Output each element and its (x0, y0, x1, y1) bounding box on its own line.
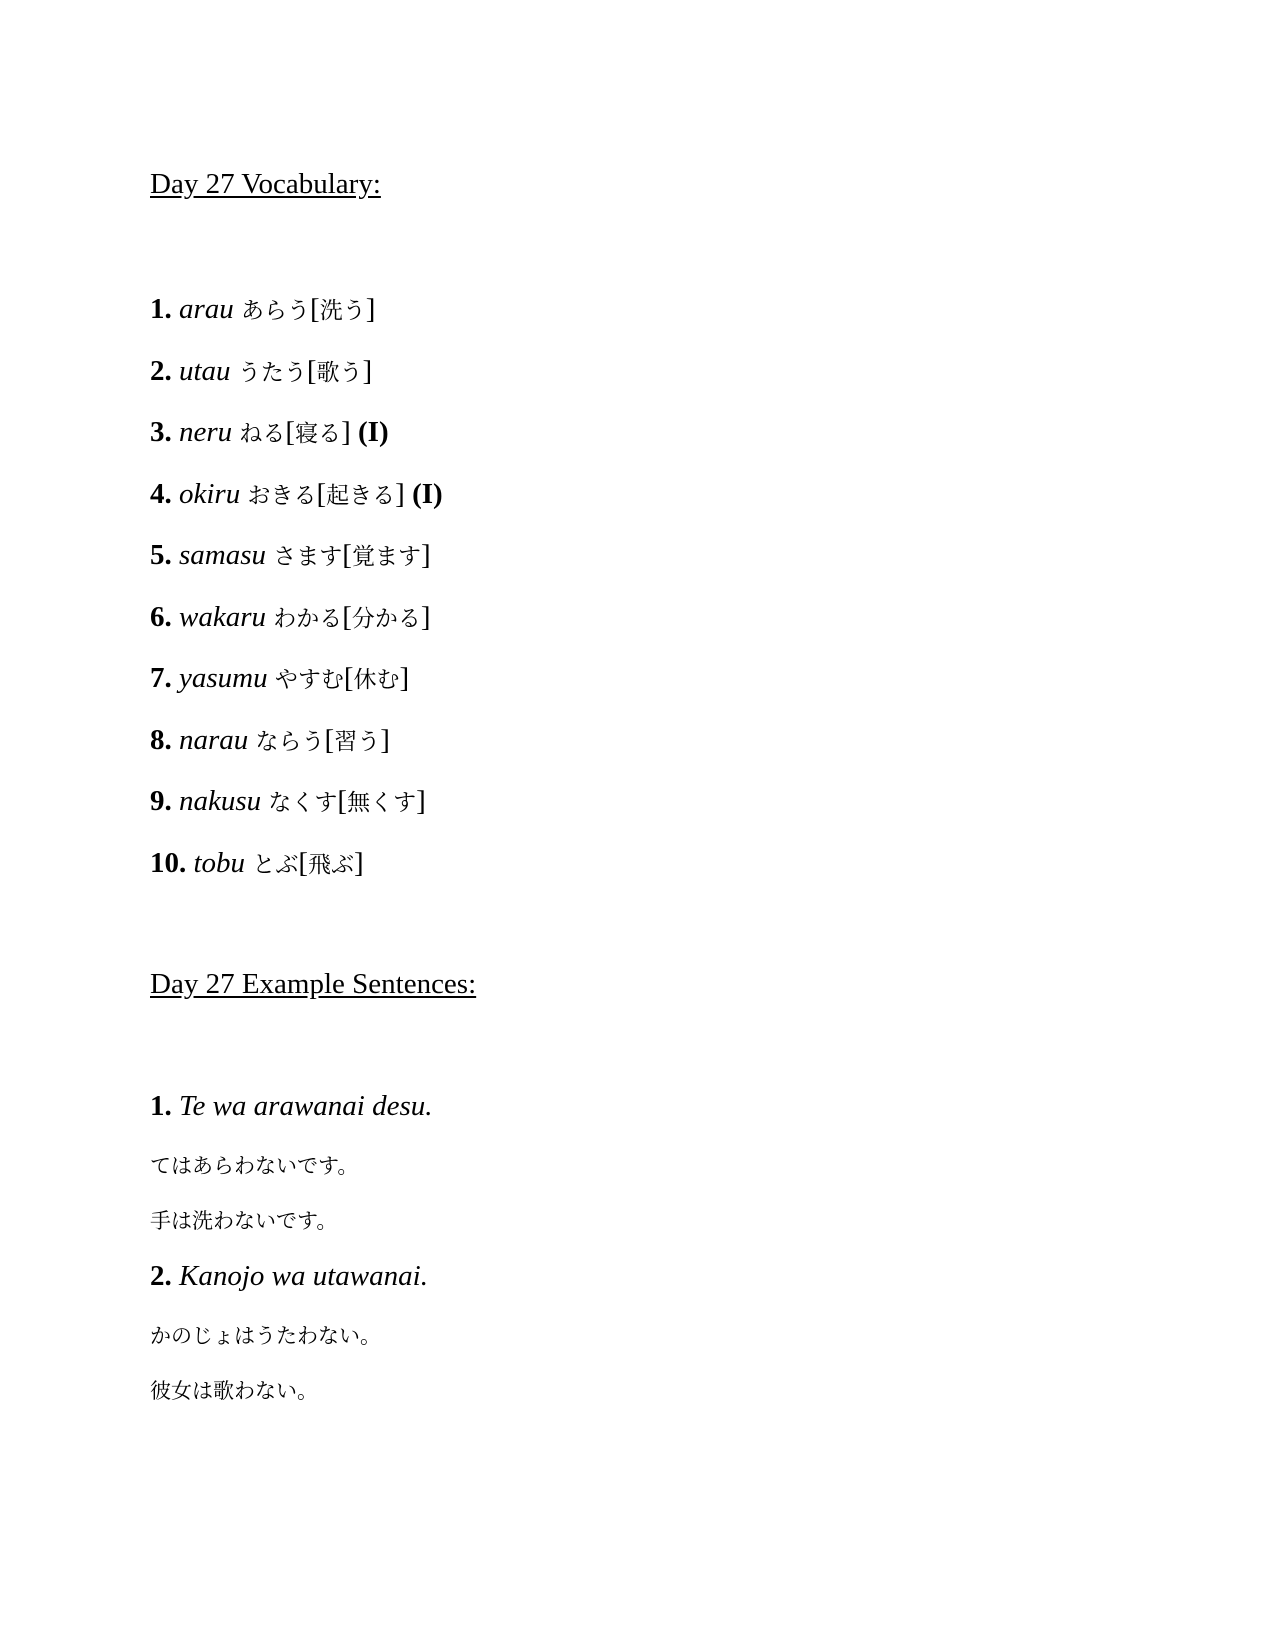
item-number: 9. (150, 785, 172, 817)
kana-reading: うたう (237, 360, 307, 386)
examples-heading: Day 27 Example Sentences: (150, 968, 477, 1000)
romaji-word: arau (179, 293, 234, 325)
kanji-form: 飛ぶ (307, 852, 354, 878)
vocab-item: 3. neru ねる[寝る] (I) (150, 416, 389, 448)
kana-reading: わかる (273, 606, 343, 632)
vocab-item: 6. wakaru わかる[分かる] (150, 601, 431, 633)
vocab-item: 10. tobu とぶ[飛ぶ] (150, 847, 364, 879)
item-number: 10. (150, 847, 187, 879)
kana-sentence: かのじょはうたわない。 (150, 1324, 381, 1348)
kana-sentence: てはあらわないです。 (150, 1154, 359, 1178)
vocab-item: 2. utau うたう[歌う] (150, 355, 373, 387)
kanji-form: 起きる (326, 483, 396, 509)
kana-reading: あらう (241, 298, 311, 324)
kana-reading: さます (273, 544, 343, 570)
kanji-form: 寝る (295, 421, 342, 447)
kana-reading: ならう (255, 729, 325, 755)
ichidan-tag: (I) (358, 416, 389, 448)
kanji-form: 覚ます (351, 544, 421, 570)
kana-reading: とぶ (252, 852, 299, 878)
kana-reading: なくす (268, 790, 338, 816)
item-number: 1. (150, 1090, 172, 1122)
romaji-word: nakusu (179, 785, 262, 817)
example-sentence (150, 1260, 428, 1293)
romaji-sentence: Te wa arawanai desu. (179, 1090, 433, 1122)
kanji-form: 習う (334, 729, 381, 755)
item-number: 1. (150, 293, 172, 325)
kanji-sentence: 彼女は歌わない。 (150, 1379, 318, 1403)
vocabulary-heading: Day 27 Vocabulary: (150, 168, 381, 200)
kanji-form: 無くす (347, 790, 417, 816)
item-number: 2. (150, 1260, 172, 1292)
romaji-word: yasumu (179, 662, 268, 694)
vocab-item: 7. yasumu やすむ[休む] (150, 662, 410, 694)
romaji-word: utau (179, 355, 231, 387)
item-number: 6. (150, 601, 172, 633)
kanji-form: 分かる (351, 606, 421, 632)
vocab-item: 8. narau ならう[習う] (150, 724, 390, 756)
item-number: 7. (150, 662, 172, 694)
kanji-form: 洗う (319, 298, 366, 324)
vocab-item: 9. nakusu なくす[無くす] (150, 785, 426, 817)
romaji-word: wakaru (179, 601, 266, 633)
kanji-form: 歌う (316, 360, 363, 386)
vocab-item: 4. okiru おきる[起きる] (I) (150, 478, 443, 510)
item-number: 2. (150, 355, 172, 387)
romaji-word: okiru (179, 478, 241, 510)
romaji-word: neru (179, 416, 233, 448)
vocab-item: 5. samasu さます[覚ます] (150, 539, 431, 571)
kanji-form: 休む (353, 667, 400, 693)
romaji-sentence: Kanojo wa utawanai. (179, 1260, 428, 1292)
item-number: 4. (150, 478, 172, 510)
romaji-word: samasu (179, 539, 267, 571)
kanji-sentence: 手は洗わないです。 (150, 1209, 338, 1233)
romaji-word: tobu (193, 847, 246, 879)
kana-reading: やすむ (274, 667, 344, 693)
kana-reading: おきる (247, 483, 317, 509)
item-number: 8. (150, 724, 172, 756)
item-number: 3. (150, 416, 172, 448)
vocab-item: 1. arau あらう[洗う] (150, 293, 376, 325)
ichidan-tag: (I) (412, 478, 443, 510)
item-number: 5. (150, 539, 172, 571)
romaji-word: narau (179, 724, 249, 756)
kana-reading: ねる (239, 421, 286, 447)
example-sentence (150, 1090, 433, 1123)
